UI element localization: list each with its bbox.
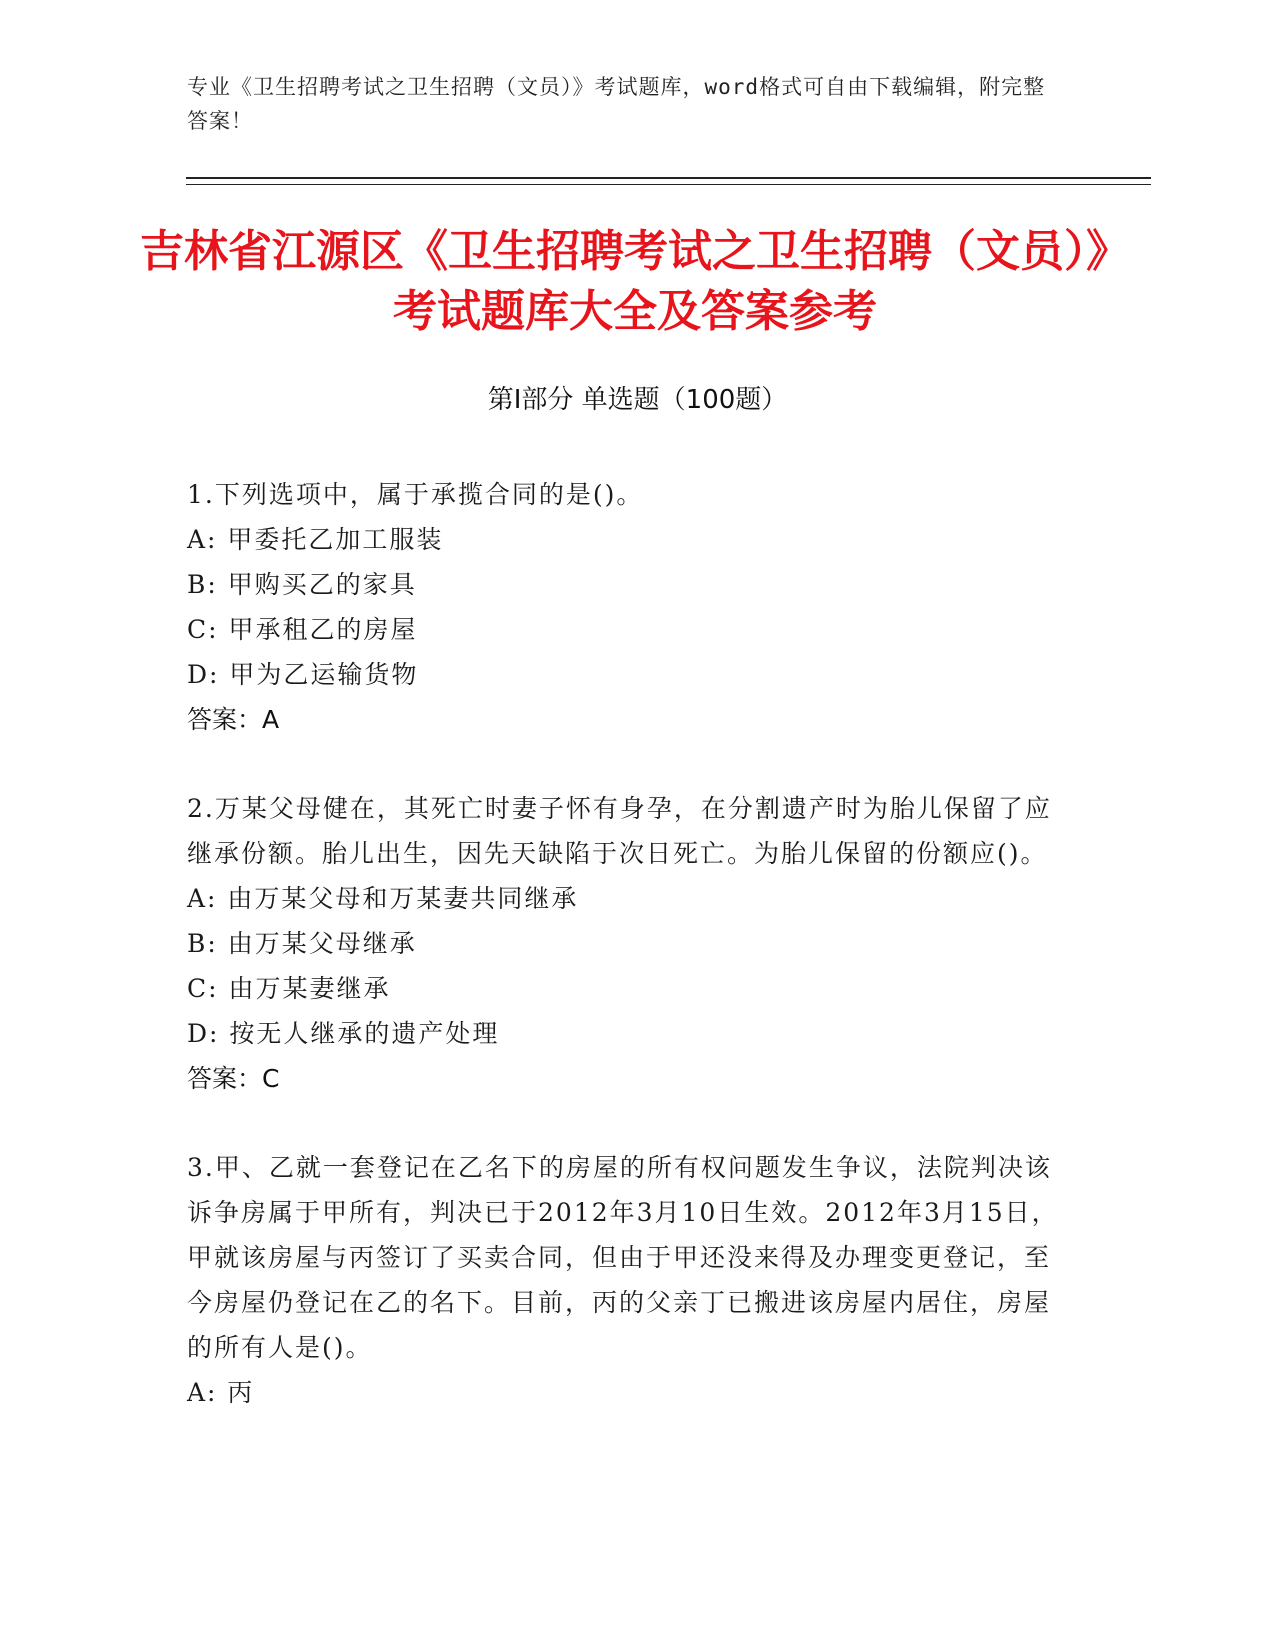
answer-line: 答案：A <box>187 705 280 734</box>
document-title: 吉林省江源区《卫生招聘考试之卫生招聘（文员）》考试题库大全及答案参考 <box>140 226 1130 337</box>
question-text: 1.下列选项中，属于承揽合同的是()。 <box>187 480 644 509</box>
option-d: D: 甲为乙运输货物 <box>187 660 419 689</box>
header-divider-thin <box>186 184 1151 185</box>
option-d: D: 按无人继承的遗产处理 <box>187 1019 500 1048</box>
section-heading: 第Ⅰ部分 单选题（100题） <box>487 385 788 415</box>
question-3 <box>187 1145 1067 1415</box>
question-1 <box>187 472 1067 742</box>
option-c: C: 由万某妻继承 <box>187 974 391 1003</box>
option-a: A: 甲委托乙加工服装 <box>187 525 444 554</box>
question-2 <box>187 786 1067 1101</box>
question-text: 3.甲、乙就一套登记在乙名下的房屋的所有权问题发生争议，法院判决该诉争房属于甲所有，判决已于2012年3月10日生效。2012年3月15日，甲就该房屋与丙签订了买卖合同，但由于甲还没来得及办理变更登记，至今房屋仍登记在乙的名下。目前，丙的父亲丁已搬进该房屋内居住，房屋的所有人是()。 <box>187 1153 1059 1362</box>
option-b: B: 由万某父母继承 <box>187 929 417 958</box>
question-list <box>187 472 1067 1459</box>
answer-line: 答案：C <box>187 1064 280 1093</box>
header-divider-thick <box>186 177 1151 179</box>
option-c: C: 甲承租乙的房屋 <box>187 615 418 644</box>
option-a: A: 丙 <box>187 1378 255 1407</box>
question-text: 2.万某父母健在，其死亡时妻子怀有身孕，在分割遗产时为胎儿保留了应继承份额。胎儿出生，因先天缺陷于次日死亡。为胎儿保留的份额应()。 <box>187 794 1052 868</box>
option-b: B: 甲购买乙的家具 <box>187 570 417 599</box>
header-note: 专业《卫生招聘考试之卫生招聘（文员）》考试题库，word格式可自由下载编辑，附完整答案！ <box>187 75 1046 133</box>
option-a: A: 由万某父母和万某妻共同继承 <box>187 884 579 913</box>
